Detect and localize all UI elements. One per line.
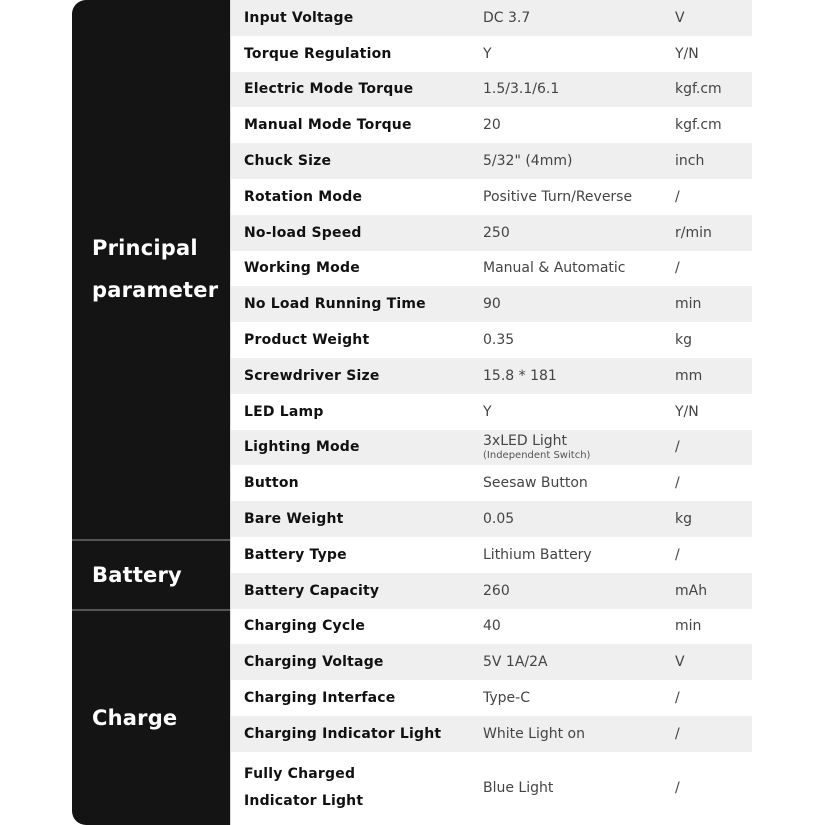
parameter-unit: kg xyxy=(675,332,692,349)
parameter-value: 40 xyxy=(483,618,501,635)
parameter-unit: min xyxy=(675,618,702,635)
parameter-value: Positive Turn/Reverse xyxy=(483,188,633,205)
table-row xyxy=(230,537,752,573)
parameter-unit: V xyxy=(675,654,685,671)
group-charge xyxy=(72,609,230,825)
group-label: Charge xyxy=(92,706,178,730)
group-principal-parameter xyxy=(72,0,230,537)
parameter-name: Charging Indicator Light xyxy=(244,725,442,742)
parameter-value: Y xyxy=(483,403,492,420)
parameter-name: Bare Weight xyxy=(244,511,344,528)
parameter-value-main: 3xLED Light xyxy=(483,432,568,449)
table-row xyxy=(230,143,752,179)
parameter-name-line: Indicator Light xyxy=(244,793,364,810)
parameter-value: Seesaw Button xyxy=(483,475,588,492)
table-row xyxy=(230,609,752,645)
table-row xyxy=(230,430,752,466)
table-row xyxy=(230,394,752,430)
parameter-unit: mm xyxy=(675,367,703,384)
parameter-name: Battery Capacity xyxy=(244,582,380,599)
parameter-unit: / xyxy=(675,260,680,277)
parameter-name: Lighting Mode xyxy=(244,439,360,456)
parameter-name-line: Fully Charged xyxy=(244,766,356,783)
parameter-name: Screwdriver Size xyxy=(244,367,380,384)
parameter-unit: r/min xyxy=(675,224,712,241)
parameter-name: Input Voltage xyxy=(244,9,354,26)
table-row xyxy=(230,752,752,825)
category-panel xyxy=(72,0,230,825)
parameter-value: 260 xyxy=(483,582,510,599)
parameter-name: Charging Interface xyxy=(244,690,396,707)
table-row xyxy=(230,322,752,358)
parameter-value: 15.8 * 181 xyxy=(483,367,557,384)
parameter-name: Torque Regulation xyxy=(244,45,392,62)
table-row xyxy=(230,36,752,72)
parameter-unit: / xyxy=(675,439,680,456)
parameter-value: 90 xyxy=(483,296,501,313)
parameter-value: 0.05 xyxy=(483,511,515,528)
parameter-unit: / xyxy=(675,475,680,492)
table-row xyxy=(230,179,752,215)
parameter-unit: / xyxy=(675,690,680,707)
parameter-value: DC 3.7 xyxy=(483,9,531,26)
group-label-line: parameter xyxy=(92,277,219,302)
parameter-unit: kg xyxy=(675,511,692,528)
table-row xyxy=(230,251,752,287)
table-row xyxy=(230,644,752,680)
parameter-value: Lithium Battery xyxy=(483,546,592,563)
parameter-unit: / xyxy=(675,725,680,742)
parameter-unit: V xyxy=(675,9,685,26)
parameter-name: Charging Voltage xyxy=(244,654,384,671)
parameter-name: Battery Type xyxy=(244,546,347,563)
spec-table xyxy=(230,0,752,825)
parameter-unit: kgf.cm xyxy=(675,117,722,134)
parameter-unit: / xyxy=(675,546,680,563)
table-row xyxy=(230,465,752,501)
table-row xyxy=(230,72,752,108)
table-row xyxy=(230,215,752,251)
parameter-name: Electric Mode Torque xyxy=(244,81,414,98)
group-label: Battery xyxy=(92,563,182,587)
table-row xyxy=(230,573,752,609)
table-row xyxy=(230,286,752,322)
parameter-name: Manual Mode Torque xyxy=(244,117,412,134)
parameter-name: Button xyxy=(244,475,299,492)
parameter-value: White Light on xyxy=(483,725,585,742)
group-label xyxy=(92,227,218,311)
parameter-unit: mAh xyxy=(675,582,708,599)
parameter-unit: Y/N xyxy=(675,45,699,62)
parameter-name: No Load Running Time xyxy=(244,296,426,313)
parameter-name: LED Lamp xyxy=(244,403,324,420)
parameter-value: 250 xyxy=(483,224,510,241)
parameter-name: Rotation Mode xyxy=(244,188,363,205)
parameter-name: Charging Cycle xyxy=(244,618,366,635)
parameter-unit: kgf.cm xyxy=(675,81,722,98)
parameter-value-note: (Independent Switch) xyxy=(483,449,591,461)
group-label-line: Principal xyxy=(92,235,198,260)
parameter-unit: / xyxy=(675,188,680,205)
parameter-name xyxy=(244,761,363,815)
parameter-value: 0.35 xyxy=(483,332,515,349)
parameter-unit: / xyxy=(675,780,680,797)
parameter-value: 5V 1A/2A xyxy=(483,654,548,671)
parameter-unit: inch xyxy=(675,153,705,170)
parameter-name: Working Mode xyxy=(244,260,360,277)
parameter-name: Chuck Size xyxy=(244,153,332,170)
parameter-name: No-load Speed xyxy=(244,224,362,241)
parameter-value: 5/32" (4mm) xyxy=(483,153,573,170)
parameter-value: 1.5/3.1/6.1 xyxy=(483,81,560,98)
table-row xyxy=(230,680,752,716)
parameter-unit: Y/N xyxy=(675,403,699,420)
table-row xyxy=(230,716,752,752)
table-row xyxy=(230,0,752,36)
parameter-value: Y xyxy=(483,45,492,62)
group-battery xyxy=(72,539,230,609)
parameter-name: Product Weight xyxy=(244,332,370,349)
table-row xyxy=(230,501,752,537)
table-row xyxy=(230,358,752,394)
table-row xyxy=(230,107,752,143)
parameter-value: Manual & Automatic xyxy=(483,260,626,277)
parameter-unit: min xyxy=(675,296,702,313)
parameter-value: Type-C xyxy=(483,690,530,707)
parameter-value: 20 xyxy=(483,117,501,134)
parameter-value: Blue Light xyxy=(483,780,554,797)
parameter-value xyxy=(483,433,590,462)
